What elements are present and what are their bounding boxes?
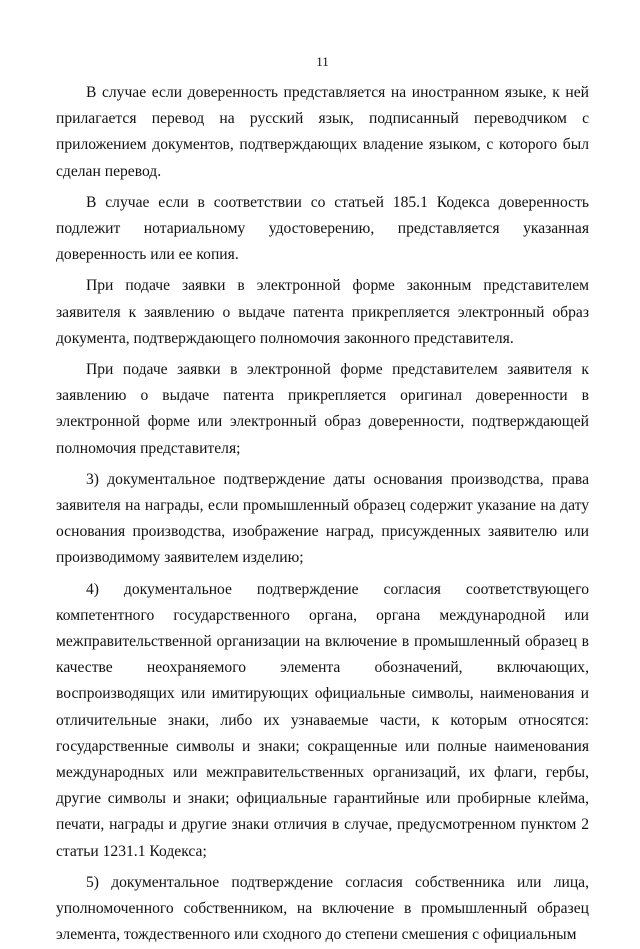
paragraph-item-4-state-agency-consent: 4) документальное подтверждение согласия соответствующего компетентного государственного органа, органа международной или межправительственной организации на включение в промышленный образец в качестве неохраняемого элемента обозначений, включающих, воспроизводящих или имитирующих официальные символы, наименования и отличительные знаки, либо их узнаваемые части, к которым относятся: государственные символы и знаки; сокращенные или полные наименования международных или межправительственных организаций, их флаги, гербы, другие символы и знаки; официальные гарантийные или пробирные клейма, печати, награды и другие знаки отличия в случае, предусмотренном пунктом 2 статьи 1231.1 Кодекса;: [56, 580, 589, 860]
paragraph-foreign-language-translation: В случае если доверенность представляется на иностранном языке, к ней прилагается перевод на русский язык, подписанный переводчиком с приложением документов, подтверждающих владение языком, с которого был сделан перевод.: [56, 84, 589, 180]
page-number: 11: [316, 54, 329, 69]
paragraph-item-5-owner-consent: 5) документальное подтверждение согласия собственника или лица, уполномоченного собственником, на включение в промышленный образец элемента, тождественного или сходного до степени смешения с официальным: [56, 873, 589, 944]
paragraph-item-3-production-date: 3) документальное подтверждение даты основания производства, права заявителя на награды, если промышленный образец содержит указание на дату основания производства, изображение наград, присужденных заявителю или производимому заявителем изделию;: [56, 470, 589, 567]
paragraph-legal-representative-electronic: При подаче заявки в электронной форме законным представителем заявителя к заявлению о выдаче патента прикрепляется электронный образ документа, подтверждающего полномочия законного представителя.: [56, 277, 589, 347]
paragraph-representative-electronic: При подаче заявки в электронной форме представителем заявителя к заявлению о выдаче патента прикрепляется оригинал доверенности в электронной форме или электронный образ доверенности, подтверждающей полномочия представителя;: [56, 361, 589, 457]
paragraph-notarized-power-of-attorney: В случае если в соответствии со статьей 185.1 Кодекса доверенность подлежит нотариальному удостоверению, представляется указанная доверенность или ее копия.: [56, 193, 589, 264]
